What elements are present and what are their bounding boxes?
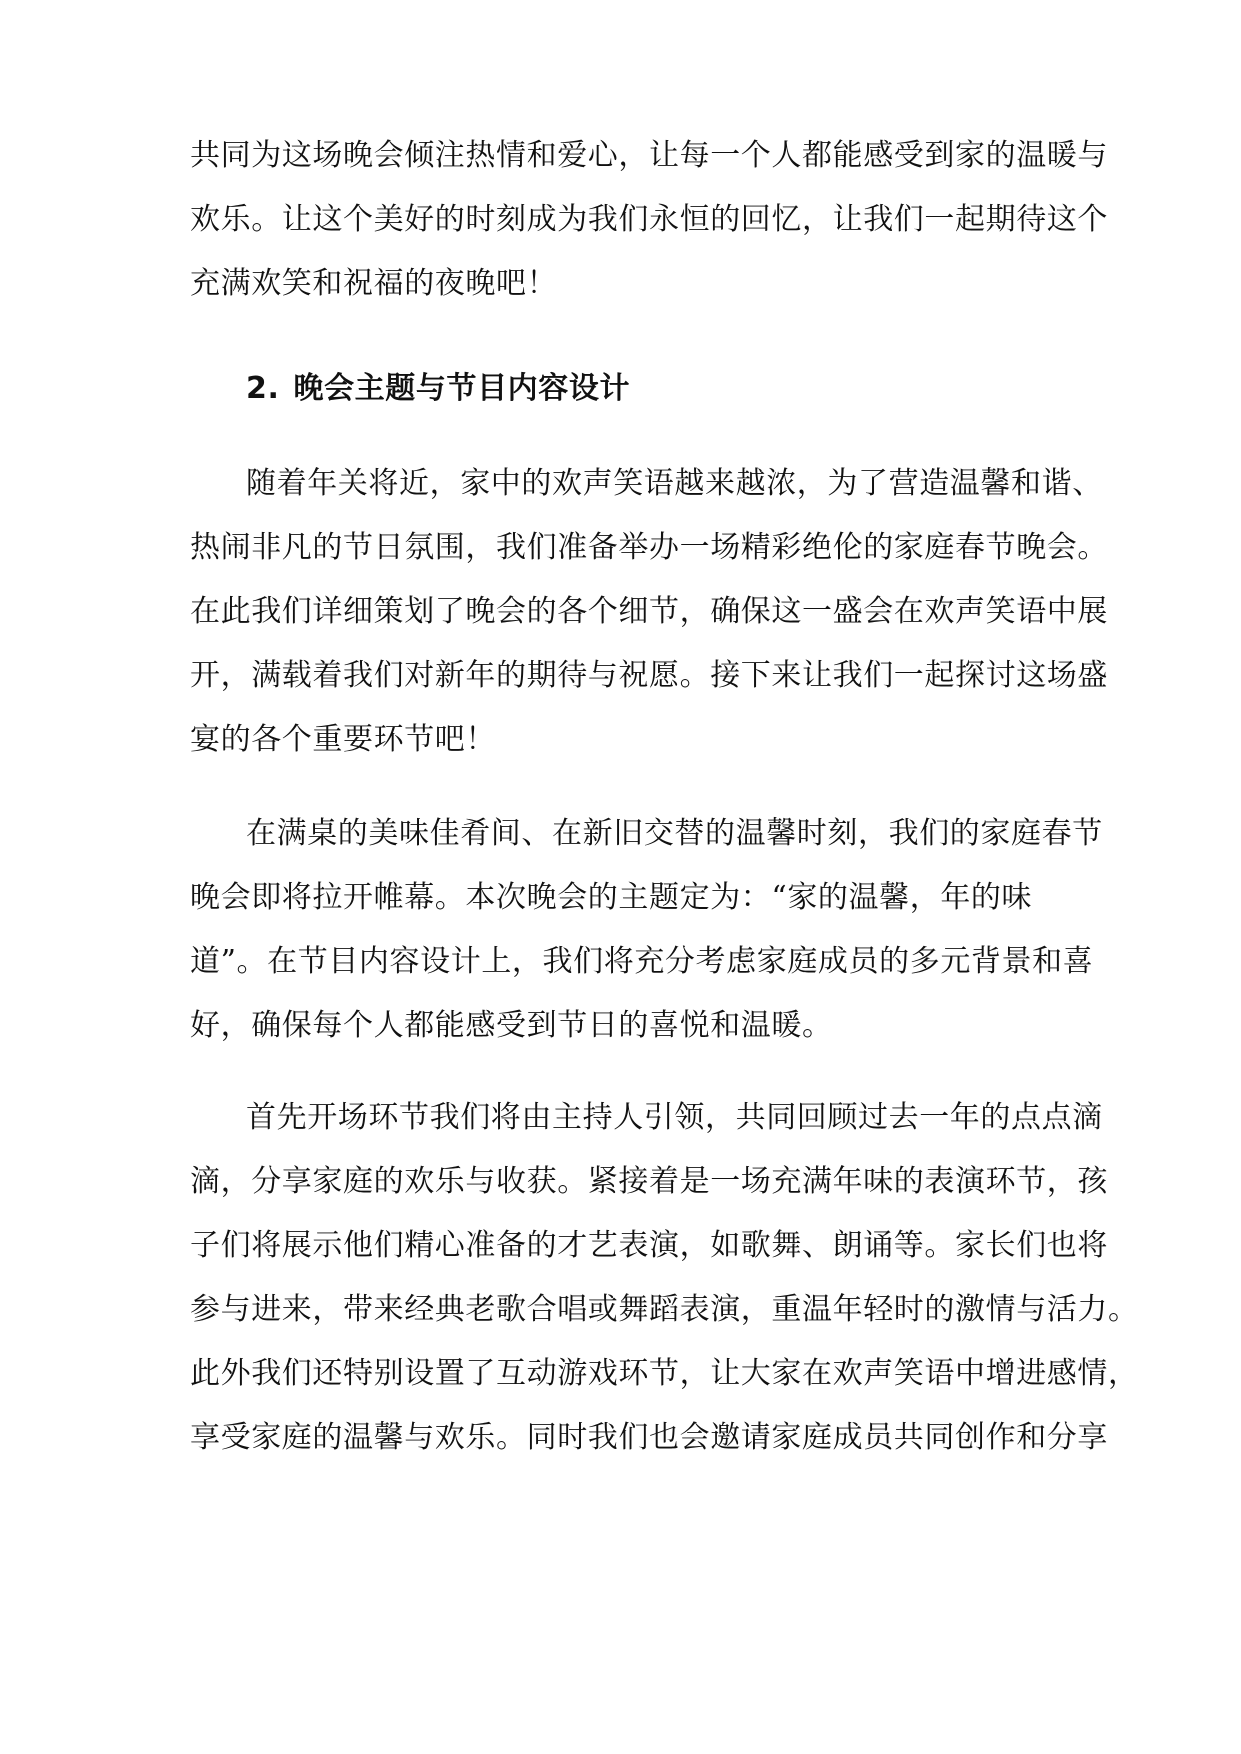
section-heading [246,363,1070,415]
paragraph-line: 好，确保每个人都能感受到节日的喜悦和温暖。 [190,1008,833,1043]
paragraph-line: 宴的各个重要环节吧！ [190,722,496,757]
paragraph-line: 此外我们还特别设置了互动游戏环节，让大家在欢声笑语中增进感情， [190,1356,1139,1391]
paragraph-line: 享受家庭的温馨与欢乐。同时我们也会邀请家庭成员共同创作和分享 [190,1420,1108,1455]
paragraph-line: 热闹非凡的节日氛围，我们准备举办一场精彩绝伦的家庭春节晚会。 [190,530,1108,565]
paragraph-line: 在此我们详细策划了晚会的各个细节，确保这一盛会在欢声笑语中展 [190,594,1108,629]
paragraph-line: 参与进来，带来经典老歌合唱或舞蹈表演，重温年轻时的激情与活力。 [190,1292,1139,1327]
paragraph-line: 随着年关将近，家中的欢声笑语越来越浓，为了营造温馨和谐、 [246,466,1103,501]
paragraph-line: 开，满载着我们对新年的期待与祝愿。接下来让我们一起探讨这场盛 [190,658,1108,693]
paragraph-line: 滴，分享家庭的欢乐与收获。紧接着是一场充满年味的表演环节，孩 [190,1164,1108,1199]
paragraph-line: 道”。在节目内容设计上，我们将充分考虑家庭成员的多元背景和喜 [190,944,1094,979]
paragraph-line: 子们将展示他们精心准备的才艺表演，如歌舞、朗诵等。家长们也将 [190,1228,1108,1263]
paragraph-line: 首先开场环节我们将由主持人引领，共同回顾过去一年的点点滴 [246,1100,1103,1135]
paragraph-line: 在满桌的美味佳肴间、在新旧交替的温馨时刻，我们的家庭春节 [246,816,1103,851]
text-line: 欢乐。让这个美好的时刻成为我们永恒的回忆，让我们一起期待这个 [190,202,1108,237]
text-line: 充满欢笑和祝福的夜晚吧！ [190,266,558,301]
section-title: 晚会主题与节目内容设计 [293,371,631,406]
section-number: 2. [246,371,280,406]
paragraph-line: 晚会即将拉开帷幕。本次晚会的主题定为：“家的温馨，年的味 [190,880,1033,915]
text-line: 共同为这场晚会倾注热情和爱心，让每一个人都能感受到家的温暖与 [190,138,1108,173]
